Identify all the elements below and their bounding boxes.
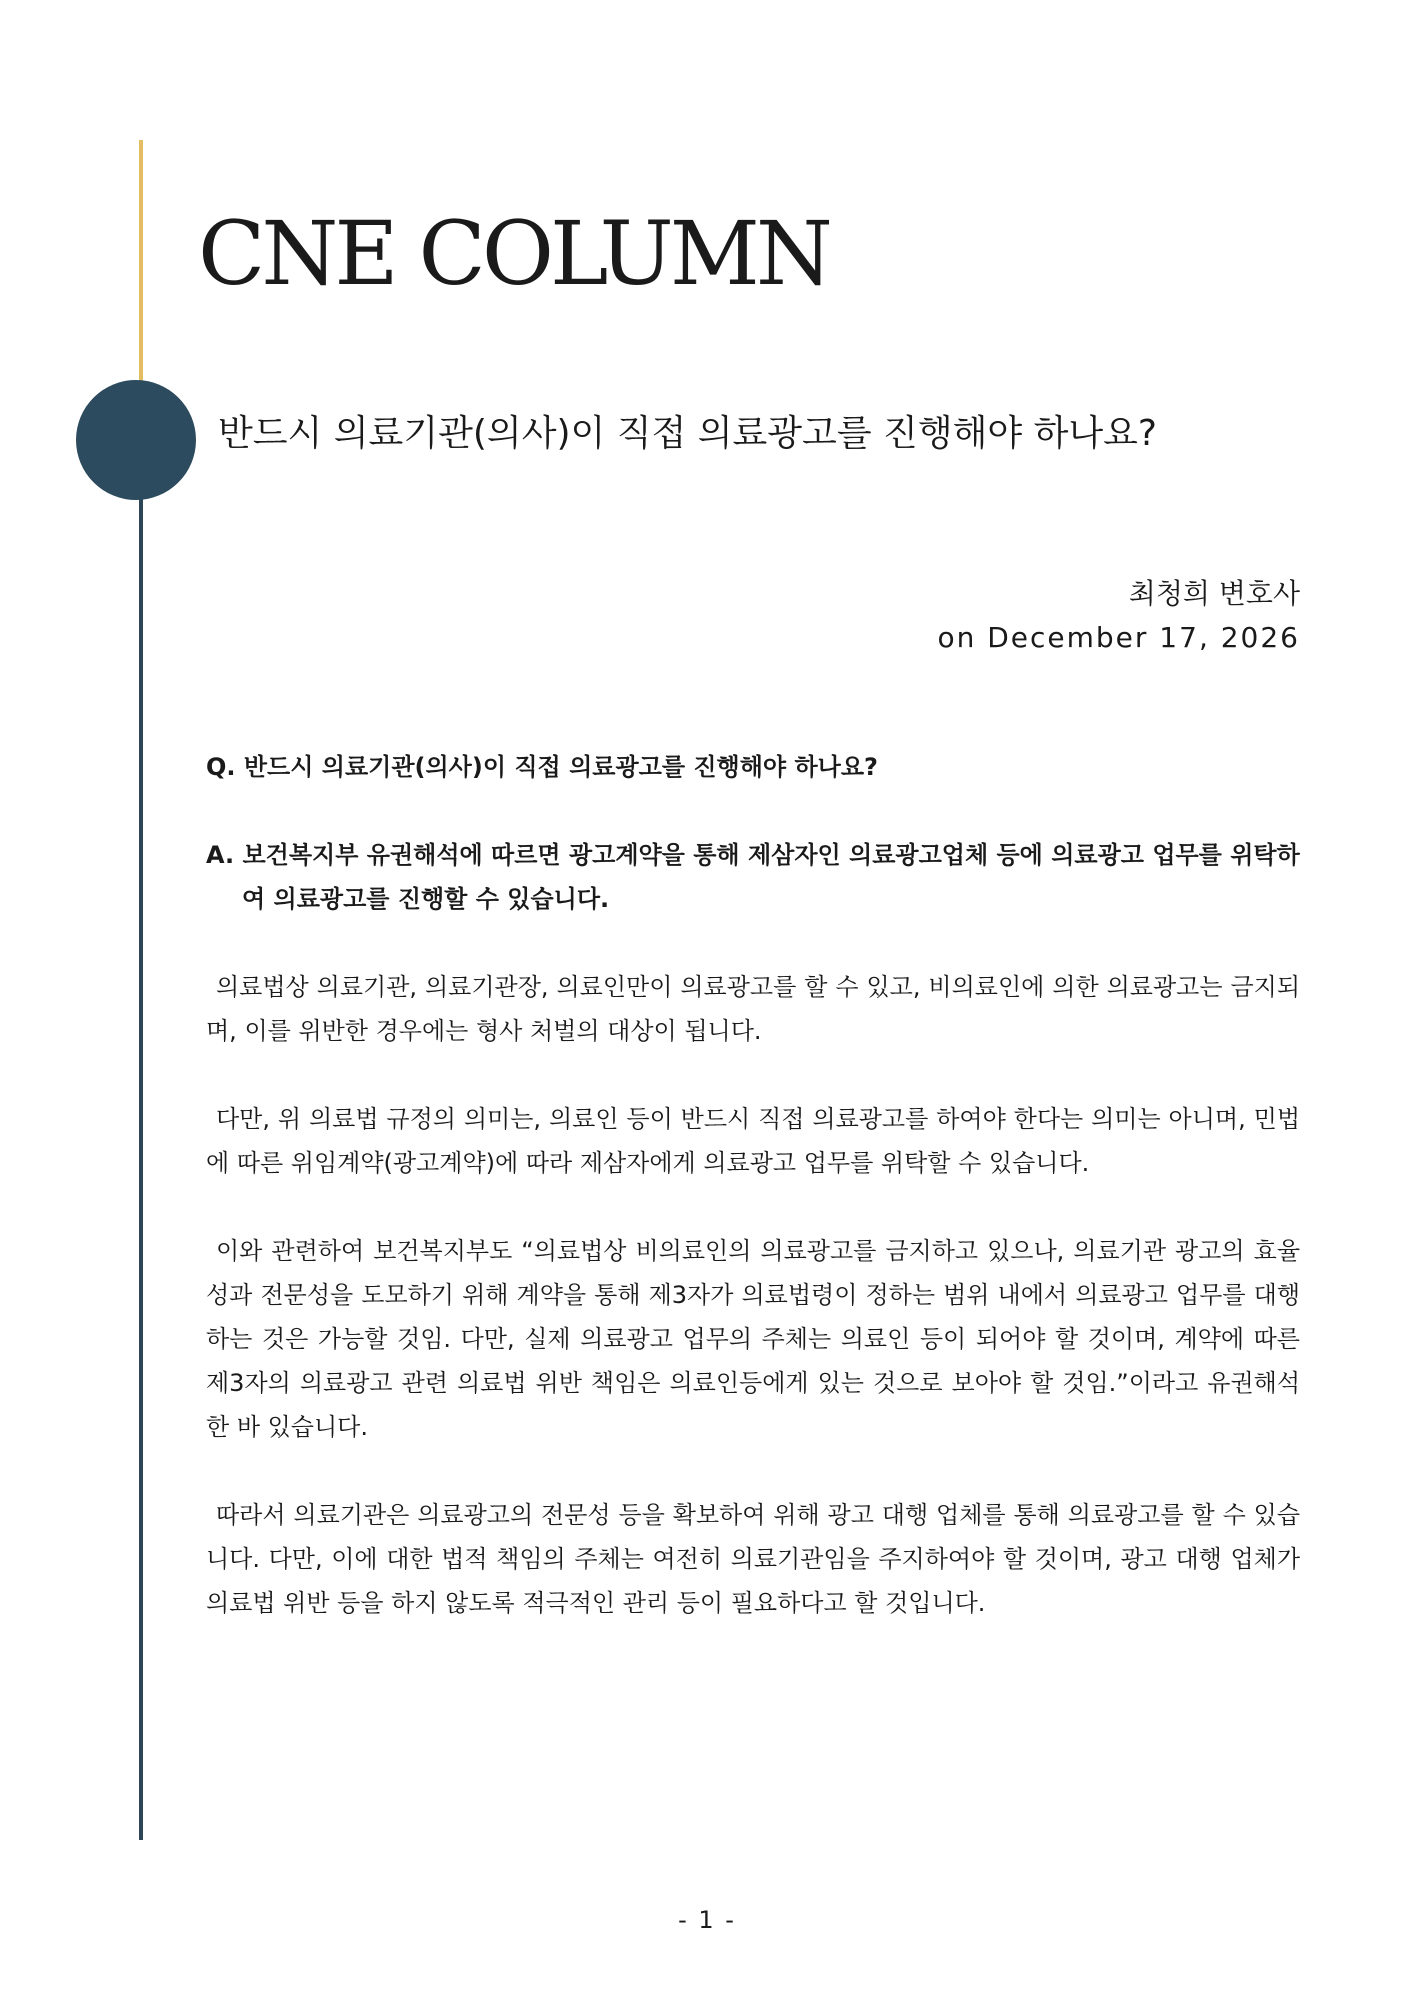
page-number: - 1 - xyxy=(678,1906,736,1934)
author-name: 최청희 변호사 xyxy=(1128,577,1300,610)
answer: A. 보건복지부 유권해석에 따르면 광고계약을 통해 제삼자인 의료광고업체 등에 의료광고 업무를 위탁하여 의료광고를 진행할 수 있습니다. xyxy=(206,841,1300,913)
body-paragraph-3: 이와 관련하여 보건복지부도 “의료법상 비의료인의 의료광고를 금지하고 있으나, 의료기관 광고의 효율성과 전문성을 도모하기 위해 계약을 통해 제3자가 의료법령이 정하는 범위 내에서 의료광고 업무를 대행하는 것은 가능할 것임. 다만, 실제 의료광고 업무의 주체는 의료인 등이 되어야 할 것이며, 계약에 따른 제3자의 의료광고 관련 의료법 위반 책임은 의료인등에게 있는 것으로 보아야 할 것임.”이라고 유권해석 한 바 있습니다. xyxy=(206,1237,1300,1441)
byline xyxy=(937,572,1300,660)
vertical-rule-navy xyxy=(139,440,143,1840)
page-subtitle: 반드시 의료기관(의사)이 직접 의료광고를 진행해야 하나요? xyxy=(218,413,1158,454)
article-body xyxy=(206,745,1300,1669)
decorative-circle xyxy=(76,380,196,500)
page-title: CNE COLUMN xyxy=(198,202,829,305)
body-paragraph-2: 다만, 위 의료법 규정의 의미는, 의료인 등이 반드시 직접 의료광고를 하여야 한다는 의미는 아니며, 민법에 따른 위임계약(광고계약)에 따라 제삼자에게 의료광고 업무를 위탁할 수 있습니다. xyxy=(206,1105,1300,1177)
question: Q. 반드시 의료기관(의사)이 직접 의료광고를 진행해야 하나요? xyxy=(206,753,878,781)
body-paragraph-4: 따라서 의료기관은 의료광고의 전문성 등을 확보하여 위해 광고 대행 업체를 통해 의료광고를 할 수 있습니다. 다만, 이에 대한 법적 책임의 주체는 여전히 의료기관임을 주지하여야 할 것이며, 광고 대행 업체가 의료법 위반 등을 하지 않도록 적극적인 관리 등이 필요하다고 할 것입니다. xyxy=(206,1501,1300,1617)
publish-date: on December 17, 2026 xyxy=(937,621,1300,654)
body-paragraph-1: 의료법상 의료기관, 의료기관장, 의료인만이 의료광고를 할 수 있고, 비의료인에 의한 의료광고는 금지되며, 이를 위반한 경우에는 형사 처벌의 대상이 됩니다. xyxy=(206,973,1300,1045)
